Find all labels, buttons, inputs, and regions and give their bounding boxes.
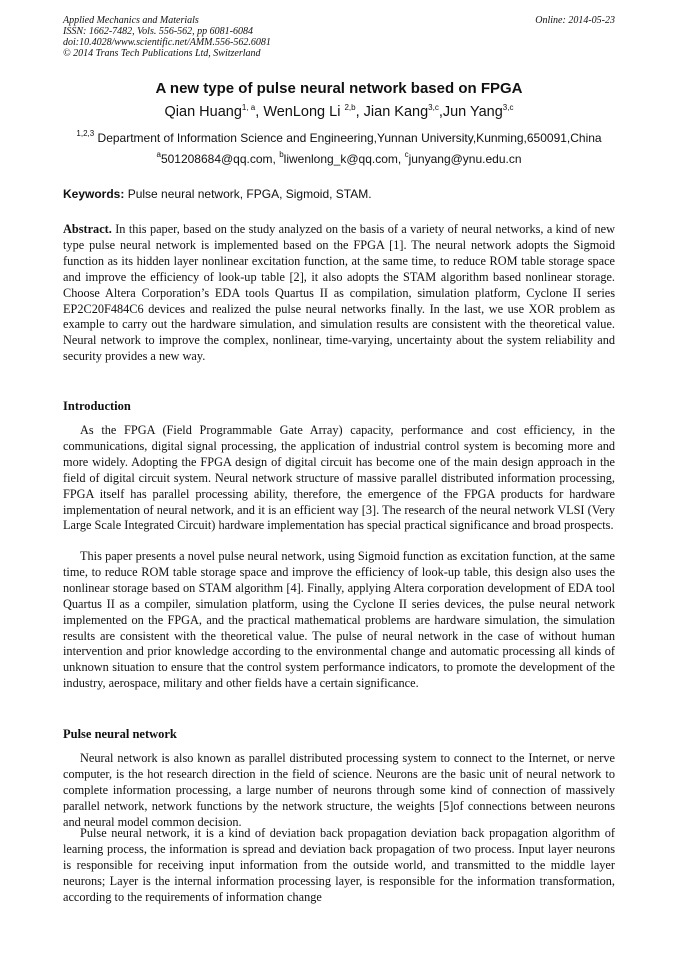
online-date: Online: 2014-05-23 — [535, 15, 615, 26]
author-affil-mark: 3,c — [428, 103, 439, 112]
keywords — [63, 187, 615, 201]
author-affil-mark: 3,c — [502, 103, 514, 112]
author-separator: , — [438, 104, 443, 120]
abstract — [63, 222, 615, 365]
author-separator: , — [255, 104, 264, 120]
author-list — [0, 104, 678, 120]
abstract-label: Abstract. — [63, 222, 112, 236]
section-heading-pulse-neural-network: Pulse neural network — [63, 727, 177, 741]
affiliation-text: Department of Information Science and Engineering,Yunnan University,Kunming,650091,China — [94, 131, 602, 145]
author-name: Jun Yang — [442, 104, 503, 120]
email: junyang@ynu.edu.cn — [408, 152, 522, 166]
email-mark: c — [404, 150, 409, 159]
pnn-paragraph-1: Neural network is also known as parallel distributed processing system to connect to the Internet, or nerve computer, is the hot research direction in the field of science. Neurons are the basic unit of neural network to complete information processing, a large number of neurons through some kind of connection of massively parallel network, network functions by the network structure, the weights [5]of connections between neurons and neural model common decision. — [63, 751, 615, 829]
doi: doi:10.4028/www.scientific.net/AMM.556-562.6081 — [63, 37, 271, 48]
author-separator: , — [355, 104, 364, 120]
affiliation-mark: 1,2,3 — [76, 129, 95, 138]
affiliation — [0, 131, 678, 145]
author-name: WenLong Li — [263, 104, 345, 120]
author-affil-mark: 1, a — [241, 103, 256, 112]
intro-paragraph-1: As the FPGA (Field Programmable Gate Array) capacity, performance and cost efficiency, in the communications, digital signal processing, the application of industrial control system is becoming more and more widely. Adopting the FPGA design of digital circuit has become one of the main design approach in the field of digital circuit system. Neural network structure of massive parallel distributed information processing, FPGA itself has parallel processing ability, therefore, the emergence of the FPGA products for hardware implementation of neural network, and it is an efficient way [3]. The research of the neural network VLSI (Very Large Scale Integrated Circuit) hardware implementation has special practical significance and broad prospects. — [63, 423, 615, 533]
issn: ISSN: 1662-7482, Vols. 556-562, pp 6081-6084 — [63, 26, 253, 37]
keywords-text: Pulse neural network, FPGA, Sigmoid, STAM. — [124, 187, 372, 201]
pnn-paragraph-2: Pulse neural network, it is a kind of deviation back propagation deviation back propagation algorithm of learning process, the information is spread and deviation back propagation of two process. Input layer neurons is responsible for receiving input information from the outside world, and transmitted to the middle layer neurons; Layer is the internal information processing layer, is responsible for the information transformation, according to the requirements of information change — [63, 826, 615, 904]
keywords-label: Keywords: — [63, 187, 125, 201]
journal-header — [63, 15, 615, 59]
intro-paragraph-2: This paper presents a novel pulse neural network, using Sigmoid function as excitation function, at the same time, to reduce ROM table storage space and improve the efficiency of look-up table, this design also uses the nonlinear storage based on STAM algorithm [4]. Finally, applying Altera corporation development of EDA tool Quartus II as a compiler, simulation platform, using the Cyclone II series devices, the pulse neural network implemented on the FPGA, and the practical mathematical problems are hardware simulation, the simulation results are consistent with the theoretical value. The pulse of neural network in the case of without human intervention and prior knowledge according to the environmental change and automatic processing all kinds of unknown situation to ensure that the control system performance indicators, to promote the development of the industry, aerospace, military and other fields have a certain significance. — [63, 549, 615, 691]
email: liwenlong_k@qq.com, — [283, 152, 405, 166]
author-name: Qian Huang — [164, 104, 242, 120]
email-mark: b — [279, 150, 284, 159]
author-emails — [0, 152, 678, 166]
copyright: © 2014 Trans Tech Publications Ltd, Switzerland — [63, 48, 261, 59]
paper-title: A new type of pulse neural network based on FPGA — [155, 80, 523, 97]
abstract-text: In this paper, based on the study analyzed on the basis of a variety of neural networks, a kind of new type pulse neural network is implemented based on the FPGA [1]. The neural network adopts the Sigmoid function as its hidden layer nonlinear excitation function, at the same time, to reduce ROM table storage space and improve the efficiency of look-up table [2], it also adopts the STAM algorithm based nonlinear storage. Choose Altera Corporation’s EDA tools Quartus II as compilation, simulation platform, Cyclone II series EP2C20F484C6 devices and realized the pulse neural networks finally. In the last, we use XOR problem as example to carry out the hardware simulation, and simulation results are consistent with the theoretical value. Neural network to improve the complex, nonlinear, time-varying, uncertainty about the system reliability and security provides a new way. — [63, 222, 615, 364]
section-heading-introduction: Introduction — [63, 399, 131, 413]
author-name: Jian Kang — [363, 104, 429, 120]
email: 501208684@qq.com, — [160, 152, 280, 166]
author-affil-mark: 2,b — [344, 103, 356, 112]
journal-name: Applied Mechanics and Materials — [63, 15, 199, 26]
email-mark: a — [156, 150, 161, 159]
